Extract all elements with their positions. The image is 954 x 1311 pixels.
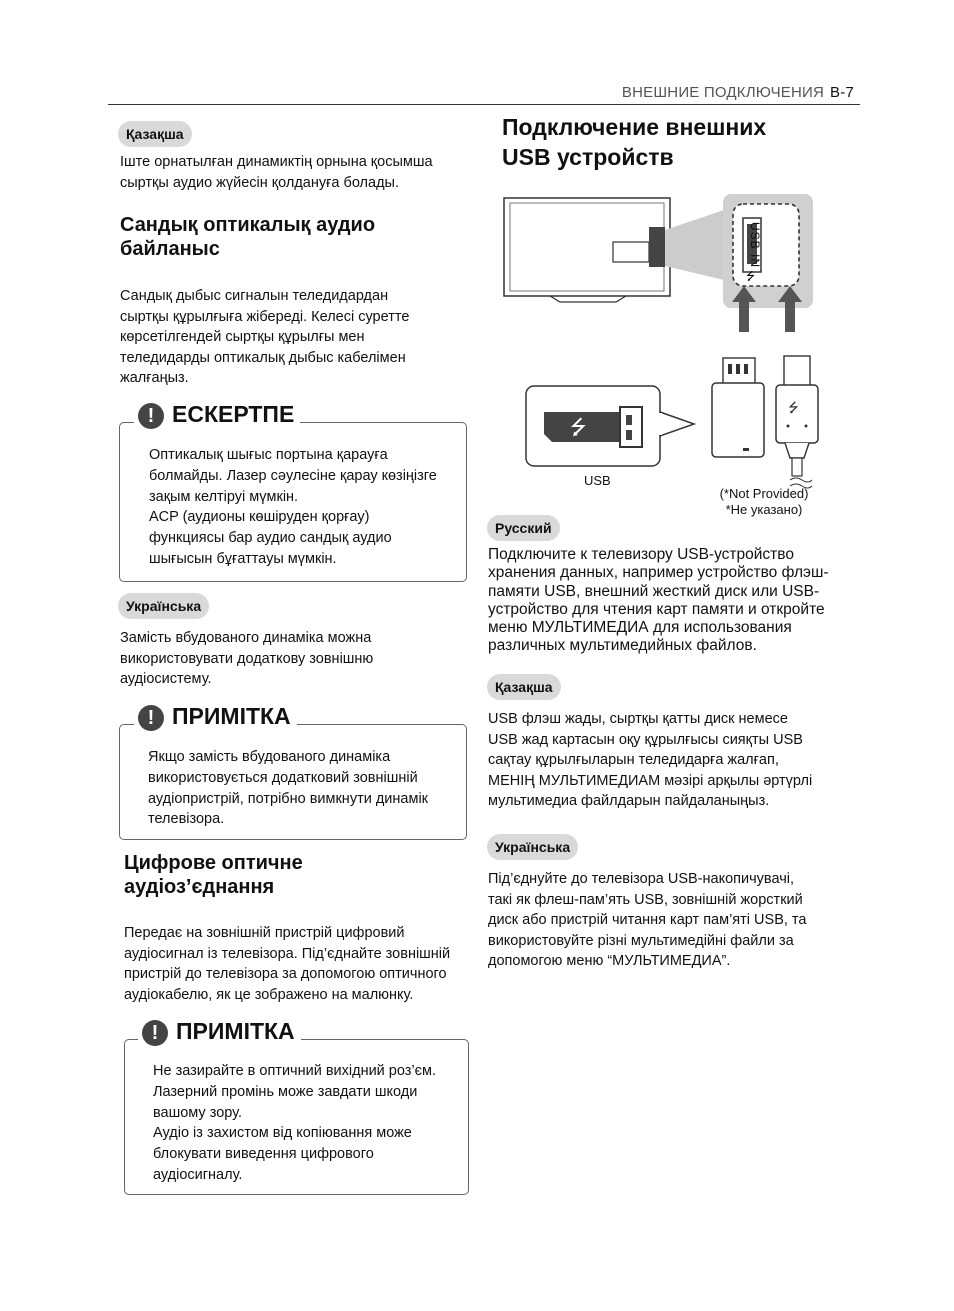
- uk-note2-text: [153, 1061, 465, 1186]
- text-line: жалғаңыз.: [120, 370, 189, 386]
- text-line: Сандық дыбыс сигналын теледидардан: [120, 288, 389, 304]
- text-line: зақым келтіруі мүмкін.: [149, 488, 299, 505]
- text-line: памяти USB, внешний жесткий диск или USB-: [488, 582, 820, 600]
- text-line: сыртқы аудио жүйесін қолдануға болады.: [120, 174, 399, 191]
- text-line: *Не указано): [725, 502, 803, 517]
- text-line: пристрій до телевізора за допомогою оптичного: [124, 966, 447, 982]
- warning-icon: !: [138, 705, 164, 731]
- note-title: ПРИМІТКА: [172, 703, 291, 729]
- text-line: аудіосигналу.: [153, 1166, 243, 1183]
- page-header: [622, 84, 854, 101]
- usb-section-title: [502, 112, 766, 172]
- text-line: Якщо замість вбудованого динаміка: [148, 749, 391, 765]
- kk-right-body: [488, 709, 858, 812]
- text-line: болмайды. Лазер сәулесіне қарау көзіңізге: [149, 467, 437, 484]
- flash-drive-icon: [712, 358, 764, 457]
- usb-in-label: USB IN: [748, 222, 762, 269]
- note-title: ЕСКЕРТПЕ: [172, 401, 295, 427]
- kk-note-heading: [134, 401, 300, 429]
- ru-language-tag: [487, 515, 560, 541]
- text-line: аудіокабелю, як це зображено на малюнку.: [124, 986, 414, 1003]
- uk-body: [124, 923, 474, 1005]
- text-line: аудіосигнал із телевізора. Під’єднайте зовнішній: [124, 945, 451, 962]
- uk-language-tag: [118, 593, 209, 619]
- text-line: телевізора.: [148, 811, 225, 828]
- text-line: Іште орнатылған динамиктің орнына қосымша: [120, 154, 433, 170]
- uk-right-body: [488, 869, 858, 972]
- text-line: шығысын бұғаттауы мүмкін.: [149, 550, 337, 567]
- not-provided-note: [716, 486, 812, 518]
- text-line: Лазерний промінь може завдати шкоди: [153, 1083, 418, 1100]
- header-rule: [108, 104, 860, 105]
- text-line: Не зазирайте в оптичний вихідний роз’єм.: [153, 1063, 437, 1079]
- text-line: USB жад картасын оқу құрылғысы сияқты USB: [488, 731, 803, 748]
- ru-body: [488, 546, 858, 656]
- text-line: допомогою меню “МУЛЬТИМЕДИА”.: [488, 953, 731, 969]
- text-line: хранения данных, например устройство флэш-: [488, 564, 829, 582]
- text-line: (*Not Provided): [719, 486, 809, 501]
- uk-note1-text: [148, 747, 463, 830]
- text-line: такі як флеш-пам’ять USB, зовнішній жорсткий: [488, 891, 803, 908]
- warning-icon: !: [142, 1020, 168, 1046]
- heading-line: байланыс: [120, 238, 220, 260]
- heading-line: аудіоз’єднання: [124, 876, 275, 898]
- uk-note1-heading: [134, 703, 297, 731]
- text-line: вашому зору.: [153, 1104, 242, 1121]
- text-line: використовувати додаткову зовнішню: [120, 650, 374, 667]
- text-line: устройство для чтения карт памяти и откройте: [488, 600, 825, 618]
- heading-line: Сандық оптикалық аудио: [120, 214, 376, 236]
- kk-language-tag: [118, 121, 192, 147]
- text-line: аудіосистему.: [120, 671, 212, 687]
- kk-tag-label: Қазақша: [487, 674, 561, 700]
- ru-tag-label: Русский: [487, 515, 560, 541]
- text-line: мультимедиа файлдарын пайдаланыңыз.: [488, 793, 770, 809]
- text-line: Оптикалық шығыс портына қарауға: [149, 447, 388, 463]
- text-line: Під’єднуйте до телевізора USB-накопичувачі,: [488, 871, 795, 887]
- text-line: використовуйте різні мультимедійні файли за: [488, 932, 794, 949]
- kk-note-text: [149, 445, 464, 570]
- uk-intro: [120, 628, 480, 690]
- tv-icon: [504, 198, 670, 302]
- text-line: ACP (аудионы көшіруден қорғау): [149, 509, 370, 526]
- text-line: сақтау құрылғыларын теледидарға жалғап,: [488, 752, 779, 768]
- text-line: меню МУЛЬТИМЕДИА для использования: [488, 619, 792, 637]
- uk-heading: [124, 851, 303, 899]
- uk-tag-label: Українська: [118, 593, 209, 619]
- text-line: USB флэш жады, сыртқы қатты диск немесе: [488, 711, 788, 727]
- kk-right-language-tag: [487, 674, 561, 700]
- text-line: различных мультимедийных файлов.: [488, 637, 757, 655]
- text-line: блокувати виведення цифрового: [153, 1146, 374, 1163]
- text-line: диск або пристрій читання карт пам’яті USB, та: [488, 912, 807, 928]
- page-number: B-7: [830, 84, 854, 101]
- usb-label: USB: [584, 473, 611, 488]
- callout-wedge: [665, 210, 724, 280]
- text-line: Подключите к телевизору USB-устройство: [488, 546, 794, 563]
- text-line: теледидарды оптикалық дыбыс кабелімен: [120, 349, 406, 366]
- svg-text:⭍: ⭍: [788, 401, 799, 416]
- note-title: ПРИМІТКА: [176, 1018, 295, 1044]
- heading-line: Цифрове оптичне: [124, 852, 303, 874]
- text-line: МЕНІҢ МУЛЬТИМЕДИАМ мәзірі арқылы әртүрлі: [488, 772, 813, 789]
- kk-heading: [120, 213, 375, 261]
- heading-line: USB устройств: [502, 144, 674, 170]
- heading-line: Подключение внешних: [502, 114, 767, 140]
- kk-intro: [120, 152, 480, 193]
- text-line: аудіопристрій, потрібно вимкнути динамік: [148, 790, 429, 807]
- svg-text:⭍: ⭍: [570, 415, 587, 439]
- kk-body: [120, 286, 480, 389]
- text-line: көрсетілгендей сыртқы құрылғы мен: [120, 329, 365, 345]
- svg-text:⭍: ⭍: [746, 270, 756, 283]
- kk-tag-label: Қазақша: [118, 121, 192, 147]
- warning-icon: !: [138, 403, 164, 429]
- uk-note2-heading: [138, 1018, 301, 1046]
- usb-cable-icon: [776, 356, 818, 488]
- text-line: використовується додатковий зовнішній: [148, 769, 418, 786]
- text-line: Аудіо із захистом від копіювання може: [153, 1125, 412, 1142]
- text-line: функциясы бар аудио сандық аудио: [149, 530, 392, 547]
- uk-right-language-tag: [487, 834, 578, 860]
- section-title: ВНЕШНИЕ ПОДКЛЮЧЕНИЯ: [621, 84, 825, 101]
- text-line: Передає на зовнішній пристрій цифровий: [124, 925, 405, 941]
- text-line: Замість вбудованого динаміка можна: [120, 630, 372, 646]
- text-line: сыртқы құрылғыға жібереді. Келесі суретте: [120, 308, 410, 325]
- usb-connection-diagram: [490, 190, 830, 530]
- uk-tag-label: Українська: [487, 834, 578, 860]
